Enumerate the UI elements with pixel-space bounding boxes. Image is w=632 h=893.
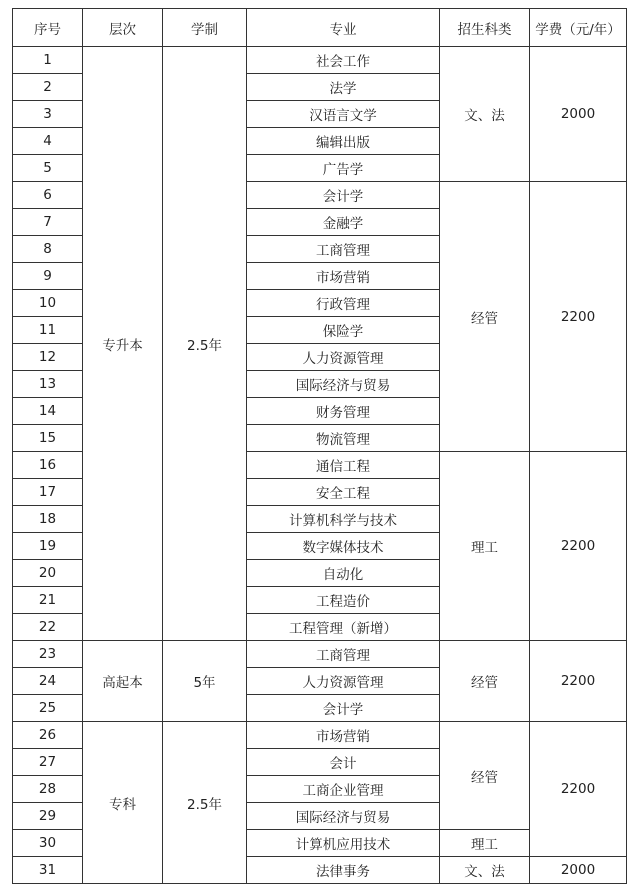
- major-cell: 财务管理: [247, 398, 440, 425]
- duration-cell: 2.5年: [163, 722, 247, 884]
- duration-cell: 2.5年: [163, 47, 247, 641]
- header-level: 层次: [83, 9, 163, 47]
- row-number-cell: 20: [13, 560, 83, 587]
- major-cell: 工商管理: [247, 641, 440, 668]
- major-cell: 会计学: [247, 182, 440, 209]
- fee-cell: 2200: [530, 182, 627, 452]
- row-number-cell: 25: [13, 695, 83, 722]
- subject-cell: 经管: [440, 641, 530, 722]
- header-row: [13, 9, 627, 47]
- row-number-cell: 7: [13, 209, 83, 236]
- row-number-cell: 17: [13, 479, 83, 506]
- header-subject: 招生科类: [440, 9, 530, 47]
- row-number-cell: 5: [13, 155, 83, 182]
- major-cell: 人力资源管理: [247, 344, 440, 371]
- row-number-cell: 23: [13, 641, 83, 668]
- subject-cell: 经管: [440, 722, 530, 830]
- header-no: 序号: [13, 9, 83, 47]
- major-cell: 行政管理: [247, 290, 440, 317]
- fee-cell: 2000: [530, 857, 627, 884]
- major-cell: 市场营销: [247, 263, 440, 290]
- major-cell: 自动化: [247, 560, 440, 587]
- row-number-cell: 28: [13, 776, 83, 803]
- row-number-cell: 24: [13, 668, 83, 695]
- table-row: [13, 722, 627, 749]
- header-duration: 学制: [163, 9, 247, 47]
- level-cell: 专升本: [83, 47, 163, 641]
- major-cell: 人力资源管理: [247, 668, 440, 695]
- row-number-cell: 8: [13, 236, 83, 263]
- row-number-cell: 13: [13, 371, 83, 398]
- majors-table: [12, 8, 627, 884]
- major-cell: 数字媒体技术: [247, 533, 440, 560]
- table-row: [13, 641, 627, 668]
- row-number-cell: 21: [13, 587, 83, 614]
- subject-cell: 文、法: [440, 857, 530, 884]
- header-major: 专业: [247, 9, 440, 47]
- level-cell: 高起本: [83, 641, 163, 722]
- major-cell: 会计学: [247, 695, 440, 722]
- major-cell: 通信工程: [247, 452, 440, 479]
- row-number-cell: 1: [13, 47, 83, 74]
- major-cell: 国际经济与贸易: [247, 371, 440, 398]
- subject-cell: 文、法: [440, 47, 530, 182]
- row-number-cell: 12: [13, 344, 83, 371]
- major-cell: 法学: [247, 74, 440, 101]
- major-cell: 编辑出版: [247, 128, 440, 155]
- row-number-cell: 2: [13, 74, 83, 101]
- fee-cell: 2200: [530, 641, 627, 722]
- level-cell: 专科: [83, 722, 163, 884]
- major-cell: 市场营销: [247, 722, 440, 749]
- row-number-cell: 9: [13, 263, 83, 290]
- row-number-cell: 6: [13, 182, 83, 209]
- fee-cell: 2200: [530, 452, 627, 641]
- major-cell: 工程管理（新增）: [247, 614, 440, 641]
- row-number-cell: 4: [13, 128, 83, 155]
- table-row: [13, 47, 627, 74]
- major-cell: 工商管理: [247, 236, 440, 263]
- major-cell: 保险学: [247, 317, 440, 344]
- major-cell: 计算机应用技术: [247, 830, 440, 857]
- major-cell: 计算机科学与技术: [247, 506, 440, 533]
- major-cell: 工程造价: [247, 587, 440, 614]
- row-number-cell: 14: [13, 398, 83, 425]
- subject-cell: 经管: [440, 182, 530, 452]
- subject-cell: 理工: [440, 452, 530, 641]
- major-cell: 汉语言文学: [247, 101, 440, 128]
- row-number-cell: 18: [13, 506, 83, 533]
- table-body: [13, 47, 627, 884]
- major-cell: 法律事务: [247, 857, 440, 884]
- major-cell: 广告学: [247, 155, 440, 182]
- row-number-cell: 3: [13, 101, 83, 128]
- major-cell: 社会工作: [247, 47, 440, 74]
- row-number-cell: 27: [13, 749, 83, 776]
- row-number-cell: 19: [13, 533, 83, 560]
- major-cell: 会计: [247, 749, 440, 776]
- row-number-cell: 22: [13, 614, 83, 641]
- fee-cell: 2200: [530, 722, 627, 857]
- row-number-cell: 29: [13, 803, 83, 830]
- row-number-cell: 30: [13, 830, 83, 857]
- row-number-cell: 31: [13, 857, 83, 884]
- major-cell: 安全工程: [247, 479, 440, 506]
- major-cell: 物流管理: [247, 425, 440, 452]
- major-cell: 工商企业管理: [247, 776, 440, 803]
- row-number-cell: 16: [13, 452, 83, 479]
- major-cell: 金融学: [247, 209, 440, 236]
- subject-cell: 理工: [440, 830, 530, 857]
- major-cell: 国际经济与贸易: [247, 803, 440, 830]
- header-fee: 学费（元/年）: [530, 9, 627, 47]
- row-number-cell: 10: [13, 290, 83, 317]
- duration-cell: 5年: [163, 641, 247, 722]
- row-number-cell: 26: [13, 722, 83, 749]
- fee-cell: 2000: [530, 47, 627, 182]
- row-number-cell: 11: [13, 317, 83, 344]
- row-number-cell: 15: [13, 425, 83, 452]
